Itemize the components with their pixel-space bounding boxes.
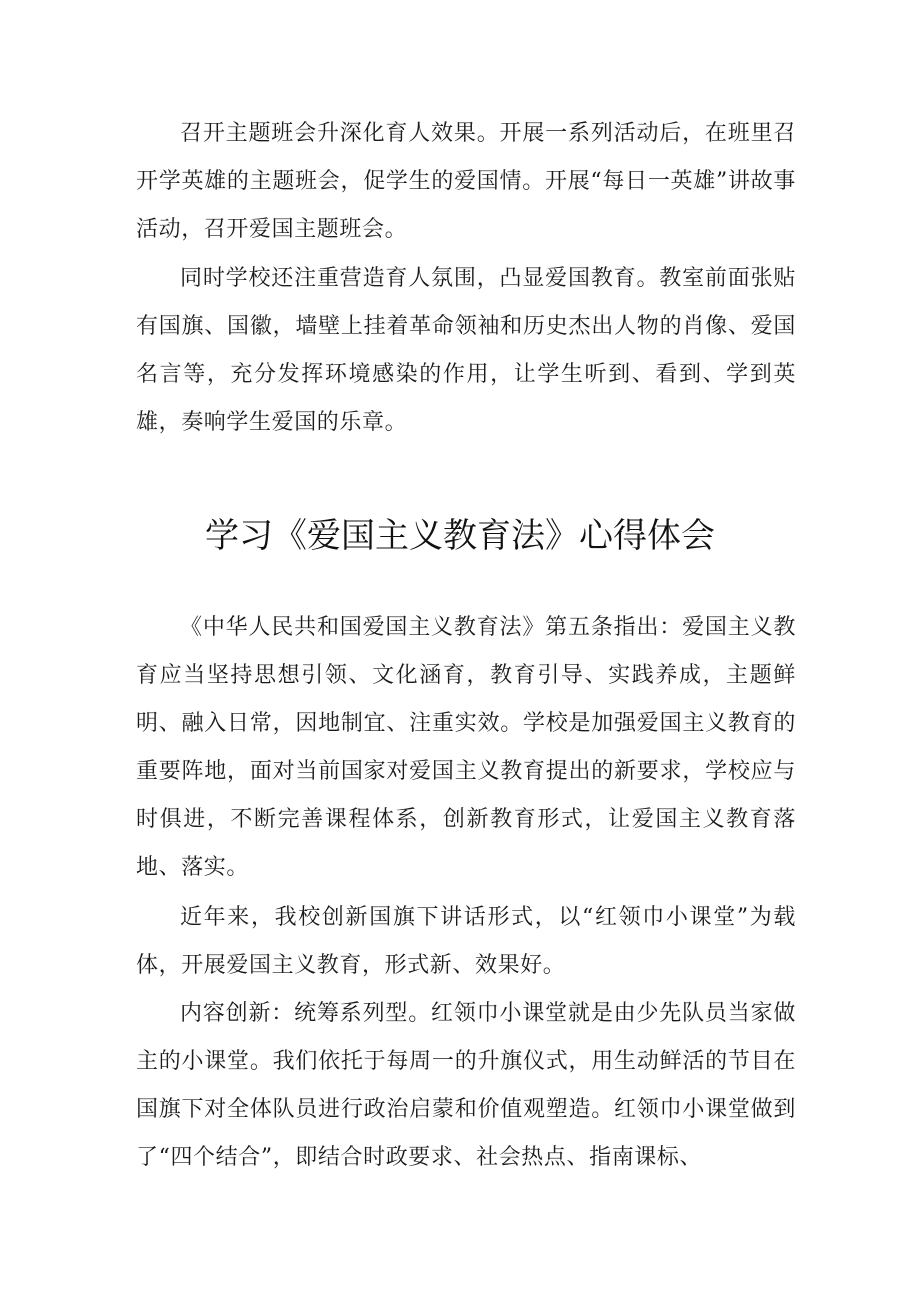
paragraph-red-scarf-classroom: 近年来，我校创新国旗下讲话形式，以“红领巾小课堂”为载体，开展爱国主义教育，形式新、效果好。: [136, 905, 796, 978]
paragraph-theme-class-meeting: 召开主题班会升深化育人效果。开展一系列活动后，在班里召开学英雄的主题班会，促学生的爱国情。开展“每日一英雄”讲故事活动，召开爱国主题班会。: [136, 121, 796, 242]
paragraph-patriotic-atmosphere: 同时学校还注重营造育人氛围，凸显爱国教育。教室前面张贴有国旗、国徽，墙壁上挂着革命领袖和历史杰出人物的肖像、爱国名言等，充分发挥环境感染的作用，让学生听到、看到、学到英雄，奏响学生爱国的乐章。: [136, 266, 796, 435]
paragraph-content-innovation: 内容创新：统筹系列型。红领巾小课堂就是由少先队员当家做主的小课堂。我们依托于每周一的升旗仪式，用生动鲜活的节目在国旗下对全体队员进行政治启蒙和价值观塑造。红领巾小课堂做到了“四个结合”，即结合时政要求、社会热点、指南课标、: [136, 1001, 796, 1170]
paragraph-article-five: 《中华人民共和国爱国主义教育法》第五条指出：爱国主义教育应当坚持思想引领、文化涵育，教育引导、实践养成，主题鲜明、融入日常，因地制宜、注重实效。学校是加强爱国主义教育的重要阵地，面对当前国家对爱国主义教育提出的新要求，学校应与时俱进，不断完善课程体系，创新教育形式，让爱国主义教育落地、落实。: [136, 615, 796, 880]
document-title: 学习《爱国主义教育法》心得体会: [205, 516, 715, 556]
